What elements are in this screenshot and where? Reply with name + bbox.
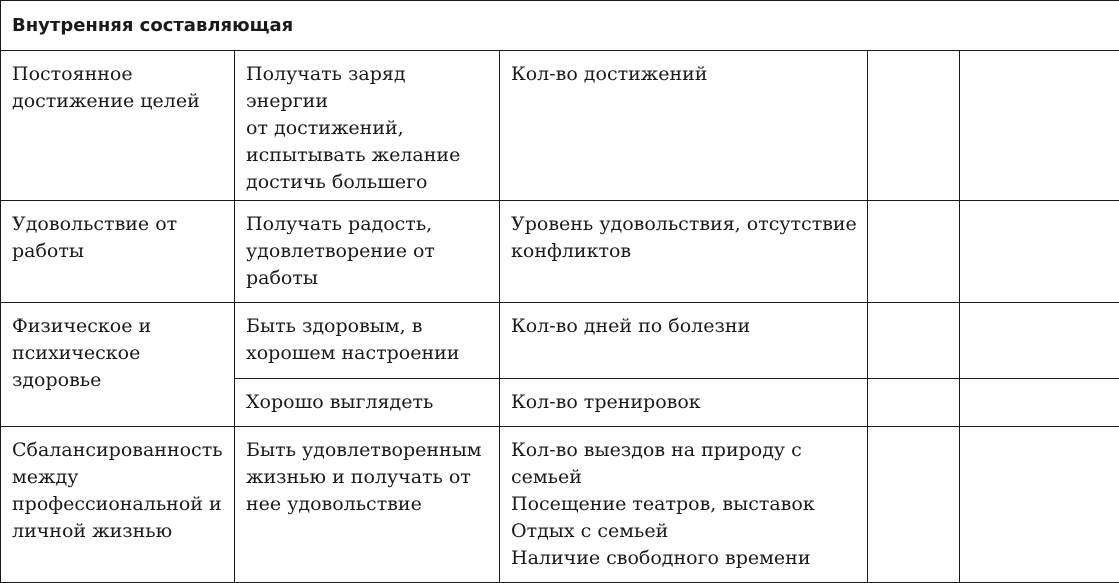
cell-line: Хорошо выглядеть <box>246 389 489 416</box>
empty-cell <box>868 201 960 303</box>
table-row <box>1 201 1119 303</box>
empty-cell <box>960 201 1119 303</box>
empty-cell <box>868 51 960 201</box>
metric-cell <box>500 427 868 583</box>
cell-line: Кол-во выездов на природу с <box>511 437 857 464</box>
empty-cell <box>960 51 1119 201</box>
desire-cell <box>235 379 500 427</box>
desire-cell <box>235 427 500 583</box>
empty-cell <box>868 379 960 427</box>
cell-line: работы <box>246 265 489 292</box>
metric-cell <box>500 379 868 427</box>
empty-cell <box>960 303 1119 379</box>
cell-line: Уровень удовольствия, отсутствие <box>511 211 857 238</box>
goal-cell <box>1 427 235 583</box>
cell-line: Получать заряд энергии <box>246 61 489 115</box>
cell-line: Постоянное <box>12 61 224 88</box>
table-row <box>1 51 1119 201</box>
cell-line: испытывать желание <box>246 142 489 169</box>
goal-cell <box>1 201 235 303</box>
cell-line: Кол-во дней по болезни <box>511 313 857 340</box>
cell-line: психическое здоровье <box>12 340 224 394</box>
cell-line: Быть здоровым, в <box>246 313 489 340</box>
goal-cell <box>1 51 235 201</box>
empty-cell <box>960 379 1119 427</box>
table-row <box>1 427 1119 583</box>
cell-line: Кол-во достижений <box>511 61 857 88</box>
cell-line: между <box>12 464 224 491</box>
cell-line: Получать радость, <box>246 211 489 238</box>
desire-cell <box>235 303 500 379</box>
empty-cell <box>868 427 960 583</box>
cell-line: достижение целей <box>12 88 224 115</box>
section-title: Внутренняя составляющая <box>1 1 1119 51</box>
metric-cell <box>500 201 868 303</box>
metric-cell <box>500 303 868 379</box>
cell-line: Сбалансированность <box>12 437 224 464</box>
desire-cell <box>235 201 500 303</box>
cell-line: Наличие свободного времени <box>511 545 857 572</box>
empty-cell <box>868 303 960 379</box>
cell-line: профессиональной и <box>12 491 224 518</box>
cell-line: жизнью и получать от <box>246 464 489 491</box>
cell-line: Посещение театров, выставок <box>511 491 857 518</box>
cell-line: семьей <box>511 464 857 491</box>
cell-line: Удовольствие от <box>12 211 224 238</box>
cell-line: Кол-во тренировок <box>511 389 857 416</box>
empty-cell <box>960 427 1119 583</box>
cell-line: работы <box>12 238 224 265</box>
goal-cell <box>1 303 235 427</box>
table-row <box>1 303 1119 379</box>
desire-cell <box>235 51 500 201</box>
cell-line: Физическое и <box>12 313 224 340</box>
cell-line: от достижений, <box>246 115 489 142</box>
metric-cell <box>500 51 868 201</box>
cell-line: личной жизнью <box>12 518 224 545</box>
cell-line: хорошем настроении <box>246 340 489 367</box>
cell-line: нее удовольствие <box>246 491 489 518</box>
cell-line: достичь большего <box>246 169 489 196</box>
cell-line: конфликтов <box>511 238 857 265</box>
cell-line: Отдых с семьей <box>511 518 857 545</box>
cell-line: удовлетворение от <box>246 238 489 265</box>
cell-line: Быть удовлетворенным <box>246 437 489 464</box>
table-header-row <box>1 1 1119 51</box>
